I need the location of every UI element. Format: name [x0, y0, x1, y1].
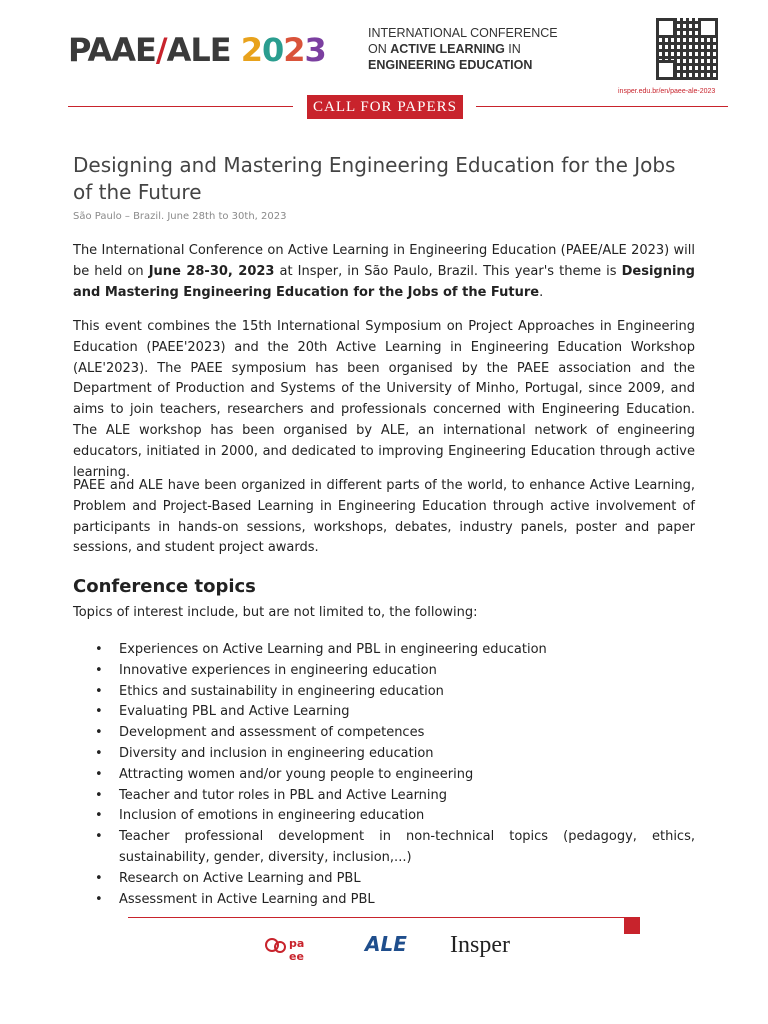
topics-list: [73, 640, 695, 910]
paee-ale-2023-logo: PAAE/ALE 2023: [68, 31, 326, 69]
list-item: • Attracting women and/or young people to engineering: [95, 766, 474, 782]
header-divider-left: [68, 106, 293, 107]
paee-speech-icon: [263, 935, 315, 963]
conference-name: INTERNATIONAL CONFERENCE ON ACTIVE LEARNING IN ENGINEERING EDUCATION: [368, 26, 558, 72]
topics-heading: Conference topics: [73, 576, 256, 597]
list-item: • Teacher and tutor roles in PBL and Active Learning: [95, 787, 448, 803]
event-location-date: São Paulo – Brazil. June 28th to 30th, 2023: [73, 211, 287, 222]
call-for-papers-banner: CALL FOR PAPERS: [307, 95, 463, 119]
organization-paragraph: PAEE and ALE have been organized in different parts of the world, to enhance Active Learning, Problem and Project-Based Learning in Engineering Education through active involvement of participants in hands-on sessions, workshops, debates, industry panels, poster and paper sessions, and student project awards.: [73, 478, 695, 556]
list-item: • Experiences on Active Learning and PBL in engineering education: [95, 642, 547, 657]
list-item: • Diversity and inclusion in engineering education: [95, 745, 434, 761]
header-divider-right: [476, 106, 728, 107]
event-description-paragraph: This event combines the 15th International Symposium on Project Approaches in Engineering Education (PAEE'2023) and the 20th Active Learning in Engineering Education Workshop (ALE'2023). The PAEE symposium has been organised by the PAEE association and the Department of Production and Systems of the University of Minho, Portugal, since 2009, and aims to join teachers, researchers and professionals concerned with Engineering Education. The ALE workshop has been organised by ALE, an international network of engineering educators, initiated in 2000, and dedicated to improving Engineering Education through active learning.: [73, 319, 695, 480]
qr-code-icon[interactable]: [656, 18, 718, 80]
footer-divider: [128, 917, 624, 918]
ale-logo: ALE: [365, 932, 407, 956]
page-title: Designing and Mastering Engineering Education for the Jobs of the Future: [73, 153, 676, 204]
list-item: • Inclusion of emotions in engineering education: [95, 808, 425, 824]
conference-url-link[interactable]: insper.edu.br/en/paee-ale-2023: [618, 88, 716, 95]
intro-paragraph: The International Conference on Active Learning in Engineering Education (PAEE/ALE 2023) will be held on June 28-30, 2023 at Insper, in São Paulo, Brazil. This year's theme is Designing and Mastering Engineering Education for the Jobs of the Future.: [73, 243, 695, 300]
footer-accent-square: [624, 917, 640, 934]
svg-text:pa: pa: [289, 937, 305, 950]
list-item: • Teacher professional development in non-technical topics (pedagogy, ethics, sustainability, gender, diversity, inclusion,...): [95, 829, 695, 865]
list-item: • Innovative experiences in engineering education: [95, 662, 437, 678]
insper-logo: Insper: [450, 932, 510, 958]
list-item: • Assessment in Active Learning and PBL: [95, 891, 375, 907]
topics-intro: Topics of interest include, but are not limited to, the following:: [73, 605, 478, 620]
svg-text:ee: ee: [289, 950, 304, 963]
list-item: • Research on Active Learning and PBL: [95, 870, 361, 886]
list-item: • Evaluating PBL and Active Learning: [95, 704, 350, 720]
list-item: • Development and assessment of competences: [95, 725, 425, 741]
paee-logo: [263, 935, 315, 961]
list-item: • Ethics and sustainability in engineering education: [95, 683, 444, 699]
